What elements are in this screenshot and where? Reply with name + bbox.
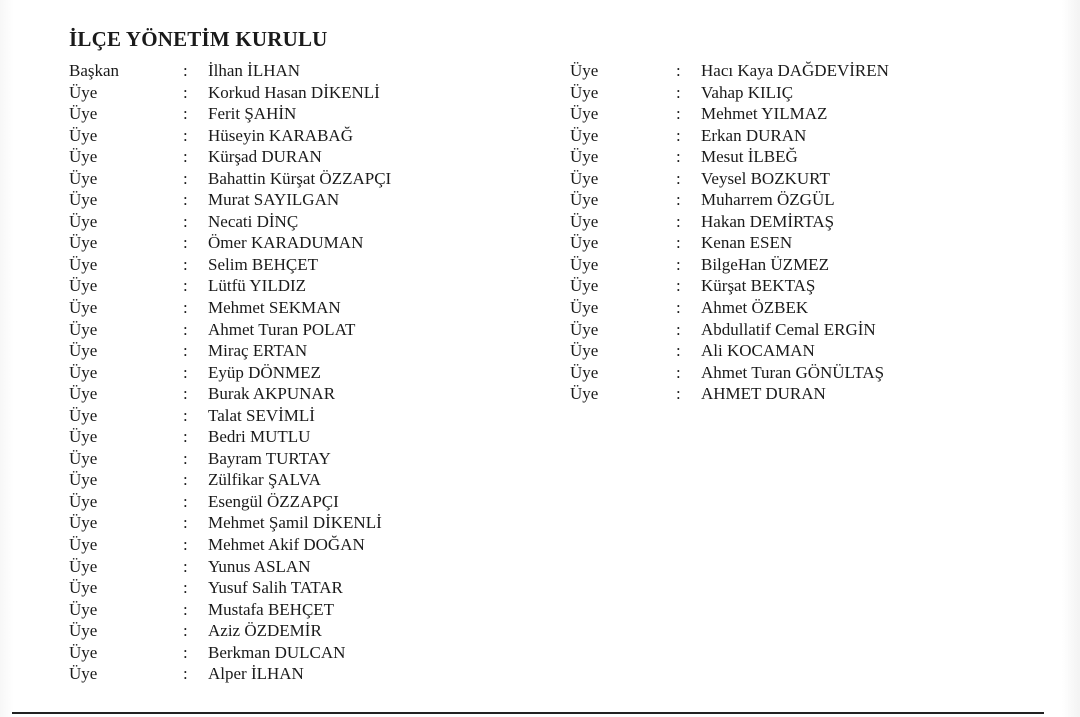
member-name: Kenan ESEN [701,233,793,253]
member-name: Burak AKPUNAR [208,384,336,404]
separator-colon: : [183,578,188,598]
member-role: Üye [69,427,98,447]
member-role: Üye [570,104,599,124]
member-name: Kürşad DURAN [208,147,322,167]
member-name: Korkud Hasan DİKENLİ [208,82,380,102]
member-name: Ali KOCAMAN [701,341,815,361]
separator-colon: : [183,362,188,382]
separator-colon: : [183,535,188,555]
member-role: Üye [69,491,98,511]
member-role: Üye [570,341,599,361]
separator-colon: : [183,405,188,425]
separator-colon: : [183,233,188,253]
separator-colon: : [676,319,681,339]
separator-colon: : [183,190,188,210]
member-role: Üye [570,168,599,188]
member-name: İlhan İLHAN [208,61,301,80]
member-name: Hüseyin KARABAĞ [208,125,353,145]
member-role: Üye [69,341,98,361]
separator-colon: : [676,61,681,80]
separator-colon: : [676,362,681,382]
member-role: Üye [570,254,599,274]
member-role: Üye [69,233,98,253]
separator-colon: : [183,556,188,576]
separator-colon: : [183,211,188,231]
separator-colon: : [183,642,188,662]
member-name: Bedri MUTLU [208,427,311,447]
member-name: Mehmet Akif DOĞAN [208,535,365,555]
member-name: Lütfü YILDIZ [208,276,307,296]
member-name: BilgeHan ÜZMEZ [701,254,829,274]
member-name: Hacı Kaya DAĞDEVİREN [701,61,889,80]
member-role: Üye [69,298,98,318]
separator-colon: : [676,82,681,102]
member-role: Üye [69,276,98,296]
separator-colon: : [183,298,188,318]
member-name: Ahmet ÖZBEK [701,298,809,318]
member-role: Üye [69,147,98,167]
separator-colon: : [676,298,681,318]
separator-colon: : [183,664,188,684]
member-role: Üye [69,535,98,555]
member-role: Başkan [69,61,120,80]
separator-colon: : [676,254,681,274]
separator-colon: : [183,599,188,619]
member-name: Mehmet YILMAZ [701,104,828,124]
separator-colon: : [183,384,188,404]
separator-colon: : [183,470,188,490]
member-name: Zülfikar ŞALVA [208,470,321,490]
member-name: Eyüp DÖNMEZ [208,362,321,382]
member-role: Üye [570,147,599,167]
member-name: Vahap KILIÇ [701,82,794,102]
page-title: İLÇE YÖNETİM KURULU [69,27,328,51]
separator-colon: : [183,491,188,511]
member-role: Üye [570,211,599,231]
member-name: Mehmet Şamil DİKENLİ [208,513,382,533]
member-name: Hakan DEMİRTAŞ [701,211,835,231]
member-role: Üye [69,211,98,231]
separator-colon: : [676,190,681,210]
separator-colon: : [183,61,188,80]
member-role: Üye [69,125,98,145]
member-name: Mesut İLBEĞ [701,147,798,167]
separator-colon: : [676,125,681,145]
member-name: Muharrem ÖZGÜL [701,190,835,210]
member-role: Üye [69,578,98,598]
member-name: Yusuf Salih TATAR [208,578,343,598]
separator-colon: : [183,147,188,167]
member-role: Üye [69,664,98,684]
member-name: Mehmet SEKMAN [208,298,341,318]
separator-colon: : [183,621,188,641]
member-role: Üye [570,319,599,339]
member-role: Üye [570,233,599,253]
member-name: Necati DİNÇ [208,211,299,231]
separator-colon: : [676,168,681,188]
member-role: Üye [69,621,98,641]
member-name: Abdullatif Cemal ERGİN [701,319,876,339]
member-name: Kürşat BEKTAŞ [701,276,816,296]
member-role: Üye [69,168,98,188]
separator-colon: : [183,319,188,339]
separator-colon: : [676,211,681,231]
member-role: Üye [570,82,599,102]
separator-colon: : [183,104,188,124]
member-name: Miraç ERTAN [208,341,308,361]
member-name: Veysel BOZKURT [701,168,830,188]
member-name: Mustafa BEHÇET [208,599,335,619]
member-name: Ahmet Turan POLAT [208,319,356,339]
member-role: Üye [69,556,98,576]
member-name: Aziz ÖZDEMİR [208,621,322,641]
member-name: Bayram TURTAY [208,448,331,468]
member-role: Üye [69,470,98,490]
member-role: Üye [69,448,98,468]
member-name: Yunus ASLAN [208,556,311,576]
separator-colon: : [183,427,188,447]
separator-colon: : [183,341,188,361]
member-name: Ahmet Turan GÖNÜLTAŞ [701,362,885,382]
member-name: Selim BEHÇET [208,254,319,274]
member-name: Ferit ŞAHİN [208,104,297,124]
member-name: AHMET DURAN [701,384,826,404]
separator-colon: : [183,513,188,533]
separator-colon: : [183,276,188,296]
member-role: Üye [570,384,599,404]
separator-colon: : [676,341,681,361]
member-role: Üye [69,319,98,339]
member-name: Bahattin Kürşat ÖZZAPÇI [208,168,392,188]
member-role: Üye [69,642,98,662]
member-name: Esengül ÖZZAPÇI [208,491,339,511]
page-divider [12,712,1044,714]
separator-colon: : [676,384,681,404]
separator-colon: : [183,125,188,145]
separator-colon: : [183,168,188,188]
member-role: Üye [69,384,98,404]
member-name: Berkman DULCAN [208,642,346,662]
member-role: Üye [69,82,98,102]
separator-colon: : [676,104,681,124]
member-role: Üye [69,362,98,382]
member-name: Erkan DURAN [701,125,807,145]
member-role: Üye [570,190,599,210]
separator-colon: : [183,82,188,102]
member-role: Üye [69,405,98,425]
member-name: Talat SEVİMLİ [208,405,315,425]
member-role: Üye [570,362,599,382]
member-role: Üye [570,125,599,145]
member-name: Ömer KARADUMAN [208,233,364,253]
separator-colon: : [676,233,681,253]
separator-colon: : [676,147,681,167]
member-role: Üye [570,276,599,296]
member-role: Üye [570,298,599,318]
member-role: Üye [69,104,98,124]
separator-colon: : [676,276,681,296]
member-role: Üye [69,513,98,533]
separator-colon: : [183,448,188,468]
member-role: Üye [69,254,98,274]
member-role: Üye [570,61,599,80]
member-name: Murat SAYILGAN [208,190,340,210]
separator-colon: : [183,254,188,274]
member-role: Üye [69,599,98,619]
member-role: Üye [69,190,98,210]
member-name: Alper İLHAN [208,664,304,684]
